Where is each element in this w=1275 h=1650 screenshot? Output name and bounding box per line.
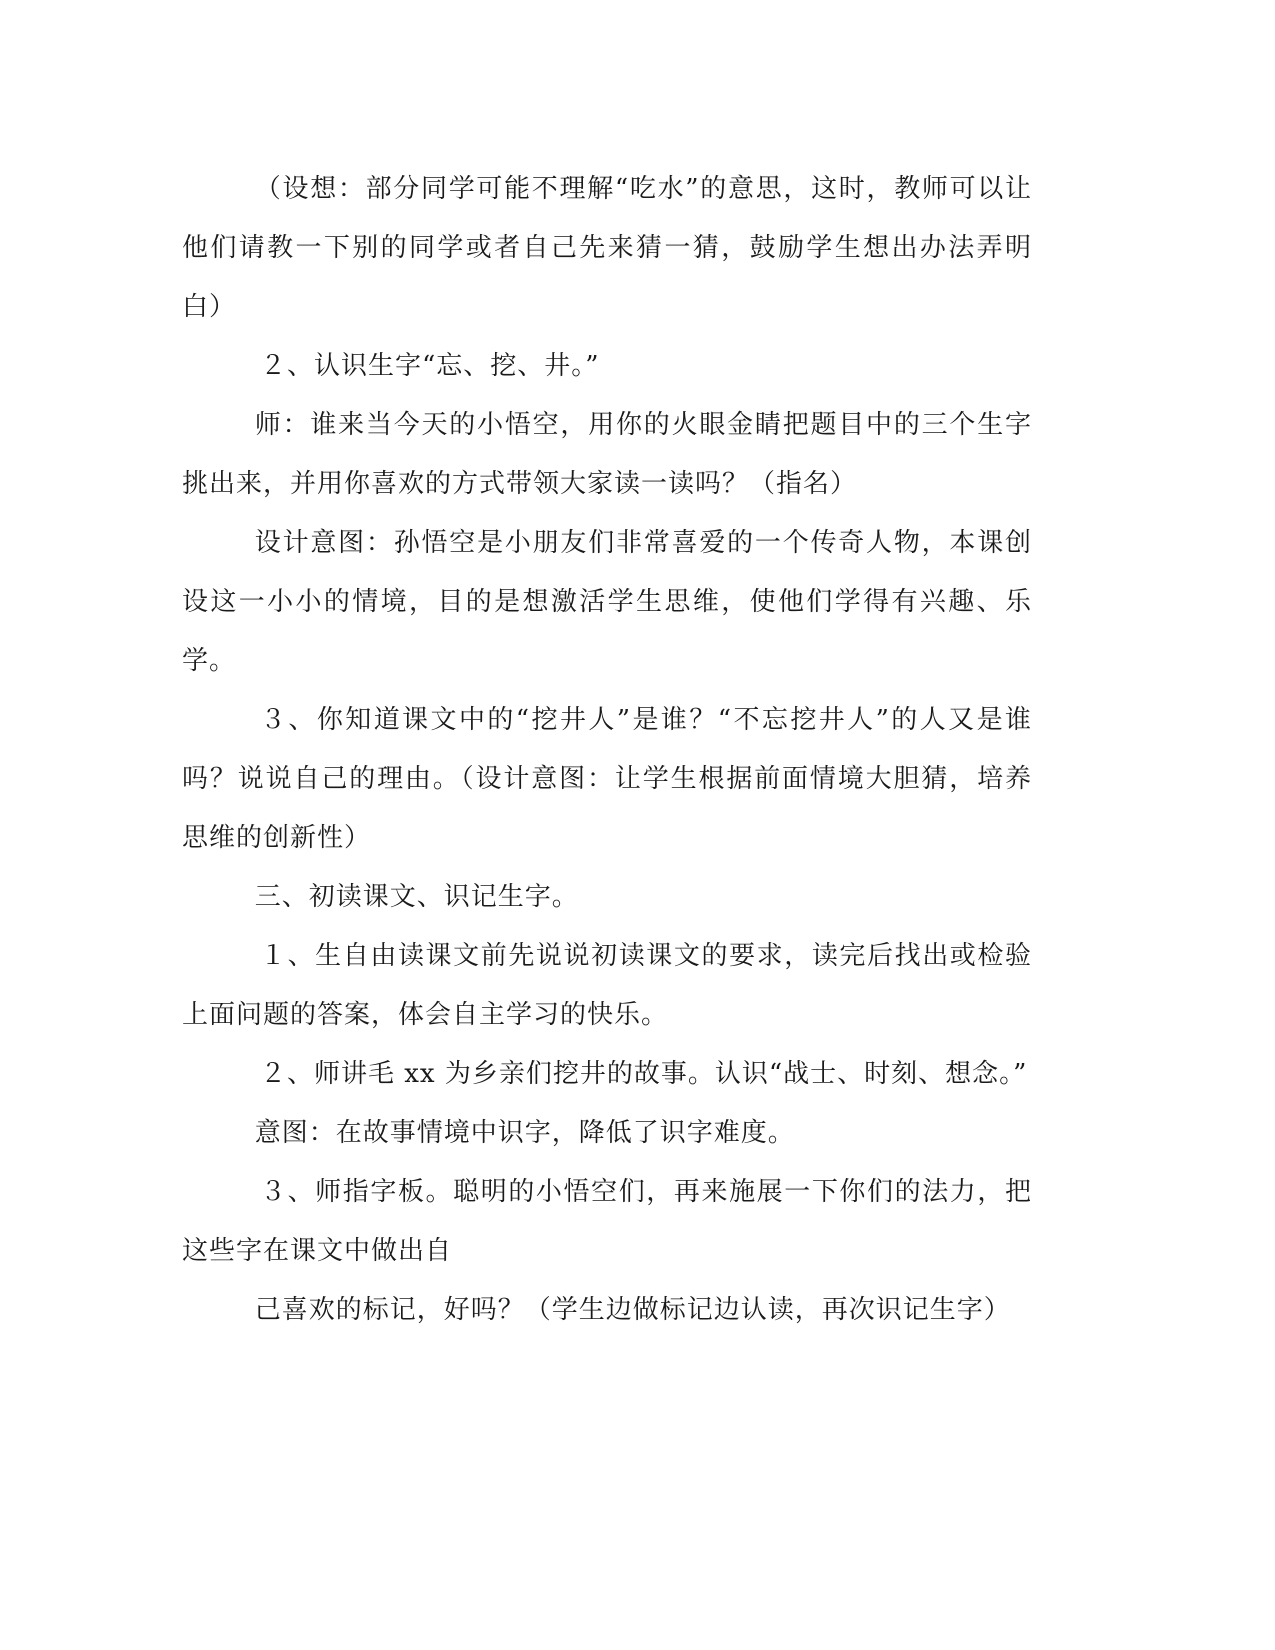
paragraph-step-1-reading: １、生自由读课文前先说说初读课文的要求，读完后找出或检验上面问题的答案，体会自主学习的快乐。 — [182, 941, 1032, 1030]
paragraph-assumption: （设想：部分同学可能不理解“吃水”的意思，这时，教师可以让他们请教一下别的同学或者自己先来猜一猜，鼓励学生想出办法弄明白） — [182, 174, 1032, 322]
paragraph-design-intent: 设计意图：孙悟空是小朋友们非常喜爱的一个传奇人物，本课创设这一小小的情境，目的是想激活学生思维，使他们学得有兴趣、乐学。 — [182, 528, 1032, 676]
paragraph-step-2-characters: ２、认识生字“忘、挖、井。” — [260, 351, 600, 381]
paragraph-step-3-question: ３、你知道课文中的“挖井人”是谁？“不忘挖井人”的人又是谁吗？说说自己的理由。（设计意图：让学生根据前面情境大胆猜，培养思维的创新性） — [182, 705, 1032, 853]
paragraph-marking: 己喜欢的标记，好吗？（学生边做标记边认读，再次识记生字） — [254, 1295, 1011, 1325]
document-body — [182, 160, 1032, 1340]
paragraph-step-3-board: ３、师指字板。聪明的小悟空们，再来施展一下你们的法力，把这些字在课文中做出自 — [182, 1177, 1032, 1266]
paragraph-step-2-story: ２、师讲毛 xx 为乡亲们挖井的故事。认识“战士、时刻、想念。” — [260, 1059, 1028, 1089]
paragraph-section-3-heading: 三、初读课文、识记生字。 — [254, 882, 579, 912]
paragraph-intent-story: 意图：在故事情境中识字，降低了识字难度。 — [254, 1118, 795, 1148]
paragraph-teacher-question: 师：谁来当今天的小悟空，用你的火眼金睛把题目中的三个生字挑出来，并用你喜欢的方式带领大家读一读吗？（指名） — [182, 410, 1032, 499]
